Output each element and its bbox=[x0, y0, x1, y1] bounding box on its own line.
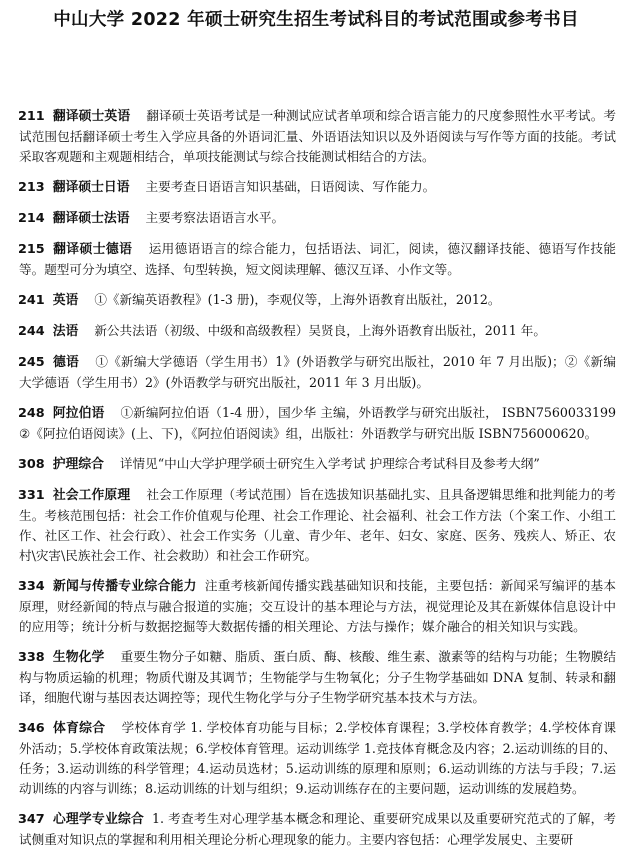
subject-name: 心理学专业综合 bbox=[52, 812, 144, 827]
subject-entry-213 bbox=[19, 177, 616, 198]
subject-description: 主要考查日语语言知识基础，日语阅读、写作能力。 bbox=[145, 179, 436, 194]
subject-description: 社会工作原理（考试范围）旨在选拔知识基础扎实、且具备逻辑思维和批判能力的考生。考核范围包括：社会工作价值观与伦理、社会工作理论、社会福利、社会工作方法（个案工作、小组工作、社区工作、社会行政）、社会工作实务（儿童、青少年、老年、妇女、家庭、医务、残疾人、矫正、农村\灾害\民族社会工作、社会救助）和社会工作研究。 bbox=[19, 487, 617, 563]
subject-code: 347 bbox=[18, 812, 45, 827]
subject-code: 331 bbox=[18, 488, 45, 503]
subject-description: 运用德语语言的综合能力，包括语法、词汇，阅读，德汉翻译技能、德语写作技能等。题型可分为填空、选择、句型转换，短文阅读理解、德汉互译、小作文等。 bbox=[19, 241, 617, 277]
subject-code: 241 bbox=[18, 293, 45, 308]
subject-description: ①《新编大学德语（学生用书）1》(外语教学与研究出版社，2010 年 7 月出版)；②《新编大学德语（学生用书）2》(外语教学与研究出版社，2011 年 3 月出版)。 bbox=[19, 354, 617, 390]
subject-code: 338 bbox=[18, 650, 45, 665]
subject-code: 215 bbox=[18, 242, 45, 257]
subject-description: 主要考察法语语言水平。 bbox=[145, 210, 285, 225]
subject-code: 334 bbox=[18, 579, 45, 594]
subject-name: 翻译硕士法语 bbox=[52, 211, 130, 226]
subject-description: 详情见“中山大学护理学硕士研究生入学考试 护理综合考试科目及参考大纲” bbox=[119, 456, 540, 471]
subject-code: 213 bbox=[18, 180, 45, 195]
subject-entry-244 bbox=[19, 321, 616, 342]
subject-code: 244 bbox=[18, 324, 45, 339]
subject-entry-248 bbox=[19, 403, 616, 444]
exam-subject-list bbox=[19, 106, 616, 860]
subject-entry-347 bbox=[19, 809, 616, 850]
subject-entry-334 bbox=[19, 576, 616, 637]
subject-entry-331 bbox=[19, 485, 616, 566]
subject-description: 新公共法语（初级、中级和高级教程）吴贤良，上海外语教育出版社，2011 年。 bbox=[94, 323, 546, 338]
subject-description: 学校体育学 1. 学校体育功能与目标；2.学校体育课程；3.学校体育教学；4.学校体育课外活动；5.学校体育政策法规；6.学校体育管理。运动训练学 1.竞技体育概念及内容；2.运动训练的目的、任务；3.运动训练的科学管理；4.运动员选材；5.运动训练的原理和原则；6.运动训练的方法与手段；7.运动训练的内容与训练；8.运动训练的计划与组织；9.运动训练存在的主要问题，运动训练的发展趋势。 bbox=[19, 720, 617, 796]
subject-code: 211 bbox=[18, 109, 45, 124]
subject-name: 生物化学 bbox=[52, 650, 105, 665]
subject-name: 英语 bbox=[52, 293, 79, 308]
subject-code: 214 bbox=[18, 211, 45, 226]
subject-entry-308 bbox=[19, 454, 616, 475]
page-title: 中山大学 2022 年硕士研究生招生考试科目的考试范围或参考书目 bbox=[53, 10, 579, 30]
subject-code: 308 bbox=[18, 457, 45, 472]
subject-entry-211 bbox=[19, 106, 616, 167]
subject-code: 245 bbox=[18, 355, 45, 370]
subject-name: 体育综合 bbox=[52, 721, 106, 736]
subject-entry-245 bbox=[19, 352, 616, 393]
subject-description: ①《新编英语教程》(1-3 册)，李观仪等，上海外语教育出版社，2012。 bbox=[94, 292, 501, 307]
subject-name: 法语 bbox=[52, 324, 79, 339]
subject-name: 新闻与传播专业综合能力 bbox=[52, 579, 197, 594]
subject-code: 248 bbox=[18, 406, 45, 421]
subject-description: 1. 考查考生对心理学基本概念和理论、重要研究成果以及重要研究范式的了解，考试侧重对知识点的掌握和利用相关理论分析心理现象的能力。主要内容包括：心理学发展史、主要研 bbox=[19, 811, 616, 847]
subject-name: 翻译硕士日语 bbox=[52, 180, 130, 195]
subject-description: 重要生物分子如糖、脂质、蛋白质、酶、核酸、维生素、激素等的结构与功能；生物膜结构与物质运输的机理；物质代谢及其调节；生物能学与生物氧化；分子生物学基础如 DNA 复制、转录和翻译，细胞代谢与基因表达调控等；现代生物化学与分子生物学研究基本技术与方法。 bbox=[19, 649, 617, 705]
subject-description: 注重考核新闻传播实践基础知识和技能，主要包括：新闻采写编评的基本原理，财经新闻的特点与融合报道的实施；交互设计的基本理论与方法，视觉理论及其在新媒体信息设计中的应用等；统计分析与数据挖掘等大数据传播的相关理论、方法与操作；媒介融合的相关知识与实践。 bbox=[19, 578, 616, 634]
subject-code: 346 bbox=[18, 721, 45, 736]
subject-entry-241 bbox=[19, 290, 616, 311]
subject-name: 翻译硕士英语 bbox=[52, 109, 131, 124]
subject-name: 阿拉伯语 bbox=[52, 406, 105, 421]
subject-name: 德语 bbox=[52, 355, 80, 370]
subject-entry-346 bbox=[19, 718, 616, 799]
subject-entry-338 bbox=[19, 647, 616, 708]
subject-description: ①新编阿拉伯语（1-4 册），国少华 主编，外语教学与研究出版社， ISBN7560033199 ②《阿拉伯语阅读》(上、下)，《阿拉伯语阅读》组，出版社：外语教学与研究出版 ISBN756000620。 bbox=[19, 405, 616, 441]
subject-entry-214 bbox=[19, 208, 616, 229]
subject-name: 护理综合 bbox=[52, 457, 104, 472]
subject-name: 社会工作原理 bbox=[52, 488, 131, 503]
subject-name: 翻译硕士德语 bbox=[52, 242, 133, 257]
subject-description: 翻译硕士英语考试是一种测试应试者单项和综合语言能力的尺度参照性水平考试。考试范围包括翻译硕士考生入学应具备的外语词汇量、外语语法知识以及外语阅读与写作等方面的技能。考试采取客观题和主观题相结合，单项技能测试与综合技能测试相结合的方法。 bbox=[19, 108, 617, 164]
subject-entry-215 bbox=[19, 239, 616, 280]
